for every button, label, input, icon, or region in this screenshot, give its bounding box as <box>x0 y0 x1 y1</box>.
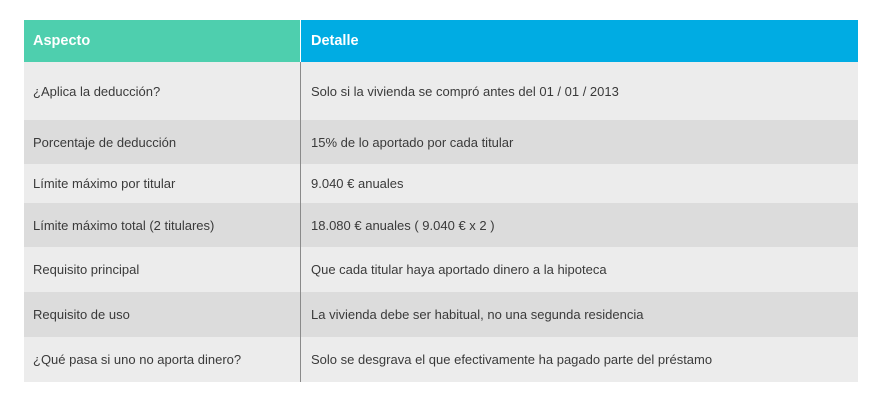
aspect-cell: Límite máximo total (2 titulares) <box>24 203 301 247</box>
header-aspecto: Aspecto <box>24 20 301 62</box>
aspect-cell: Requisito principal <box>24 247 301 292</box>
aspect-cell: ¿Aplica la deducción? <box>24 62 301 120</box>
table-row <box>24 292 858 337</box>
deduction-table <box>24 20 858 382</box>
detail-cell: 15% de lo aportado por cada titular <box>301 120 858 164</box>
detail-cell: La vivienda debe ser habitual, no una segunda residencia <box>301 292 858 337</box>
table-row <box>24 203 858 247</box>
table-row <box>24 337 858 382</box>
detail-cell: 18.080 € anuales ( 9.040 € x 2 ) <box>301 203 858 247</box>
table-row <box>24 164 858 203</box>
detail-cell: Que cada titular haya aportado dinero a la hipoteca <box>301 247 858 292</box>
header-detalle: Detalle <box>301 20 858 62</box>
detail-cell: Solo se desgrava el que efectivamente ha pagado parte del préstamo <box>301 337 858 382</box>
aspect-cell: ¿Qué pasa si uno no aporta dinero? <box>24 337 301 382</box>
detail-cell: 9.040 € anuales <box>301 164 858 203</box>
table-header-row <box>24 20 858 62</box>
table-row <box>24 62 858 120</box>
aspect-cell: Límite máximo por titular <box>24 164 301 203</box>
aspect-cell: Porcentaje de deducción <box>24 120 301 164</box>
aspect-cell: Requisito de uso <box>24 292 301 337</box>
table-row <box>24 247 858 292</box>
detail-cell: Solo si la vivienda se compró antes del 01 / 01 / 2013 <box>301 62 858 120</box>
table-row <box>24 120 858 164</box>
